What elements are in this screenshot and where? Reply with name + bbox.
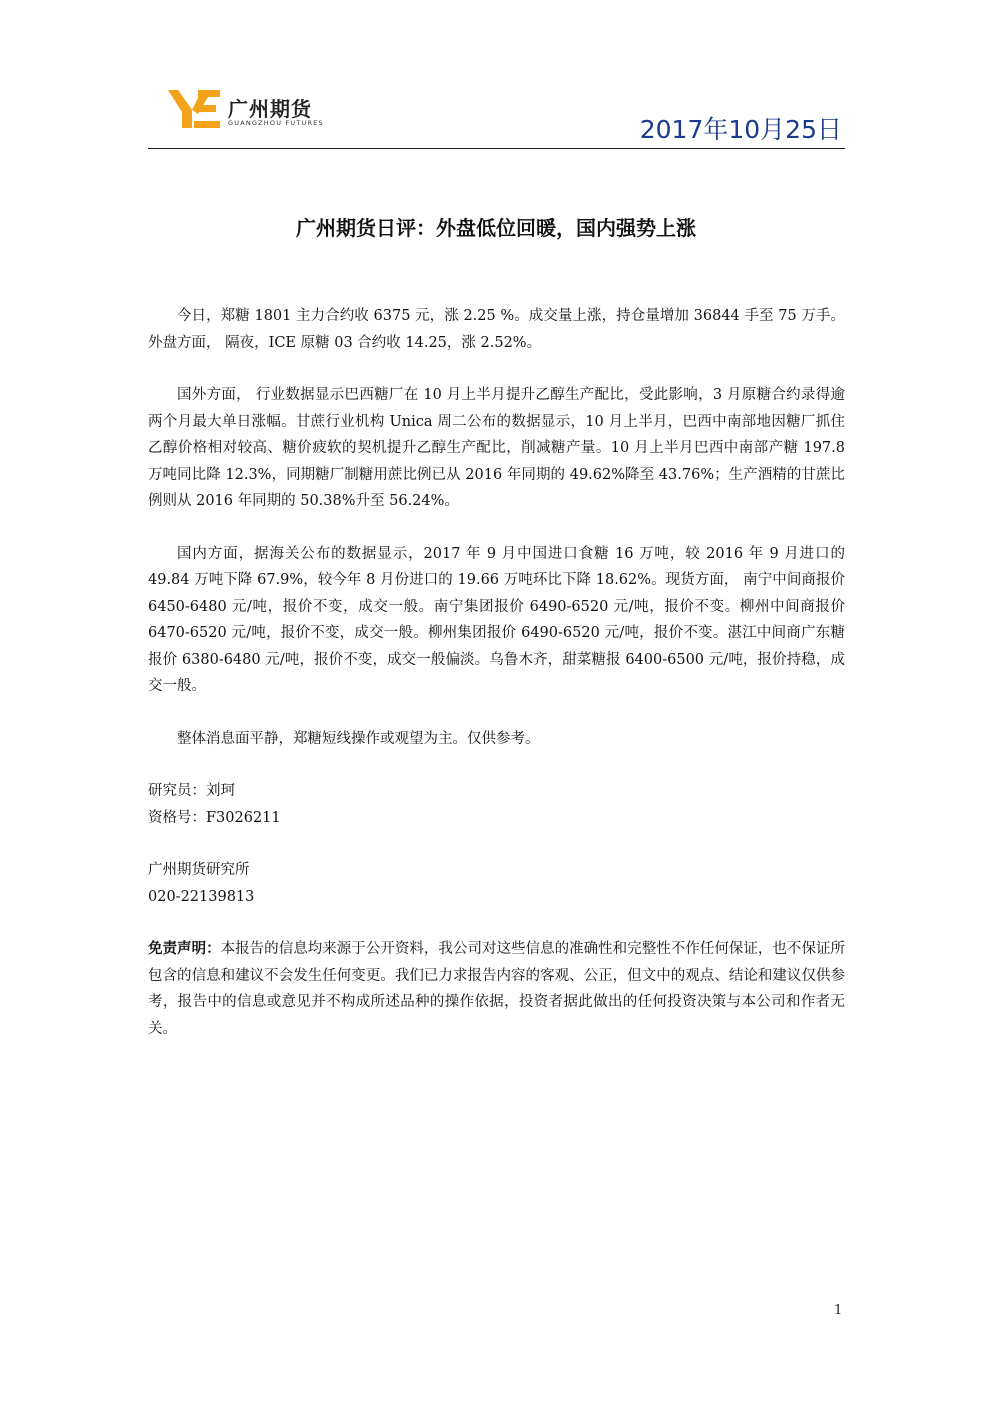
paragraph-futures-summary: 今日，郑糖 1801 主力合约收 6375 元，涨 2.25 %。成交量上涨，持仓量增加 36844 手至 75 万手。外盘方面， 隔夜，ICE 原糖 03 合约收 14.25，涨 2.52%。	[148, 308, 845, 351]
researcher-name: 研究员：刘珂	[148, 783, 235, 799]
page-number: 1	[834, 1303, 843, 1318]
disclaimer	[148, 936, 845, 1042]
paragraph-overseas: 国外方面， 行业数据显示巴西糖厂在 10 月上半月提升乙醇生产配比，受此影响，3 月原糖合约录得逾两个月最大单日涨幅。甘蔗行业机构 Unica 周二公布的数据显示，10 月上半月，巴西中南部地因糖厂抓住乙醇价格相对较高、糖价疲软的契机提升乙醇生产配比，削减糖产量。10 月上半月巴西中南部产糖 197.8 万吨同比降 12.3%，同期糖厂制糖用蔗比例已从 2016 年同期的 49.62%降至 43.76%；生产酒精的甘蔗比例则从 2016 年同期的 50.38%升至 56.24%。	[148, 387, 845, 509]
report-date: 2017年10月25日	[639, 115, 842, 144]
institute-info	[148, 857, 845, 910]
institute-phone: 020-22139813	[148, 888, 255, 905]
institute-name: 广州期货研究所	[148, 862, 250, 878]
report-title: 广州期货日评：外盘低位回暖，国内强势上涨	[296, 216, 696, 240]
logo-english-name: GUANGZHOU FUTURES	[228, 119, 324, 127]
logo-mark-icon	[168, 86, 224, 130]
researcher-cert: 资格号：F3026211	[148, 809, 281, 826]
logo-chinese-name: 广州期货	[228, 97, 312, 121]
page-header	[148, 80, 845, 149]
paragraph-domestic: 国内方面，据海关公布的数据显示，2017 年 9 月中国进口食糖 16 万吨，较 2016 年 9 月进口的 49.84 万吨下降 67.9%，较今年 8 月份进口的 19.66 万吨环比下降 18.62%。现货方面， 南宁中间商报价 6450-6480 元/吨，报价不变，成交一般。南宁集团报价 6490-6520 元/吨，报价不变。柳州中间商报价 6470-6520 元/吨，报价不变，成交一般。柳州集团报价 6490-6520 元/吨，报价不变。湛江中间商广东糖报价 6380-6480 元/吨，报价不变，成交一般偏淡。乌鲁木齐，甜菜糖报 6400-6500 元/吨，报价持稳，成交一般。	[148, 545, 845, 694]
disclaimer-label: 免责声明：	[148, 941, 221, 957]
paragraph-conclusion: 整体消息面平静，郑糖短线操作或观望为主。仅供参考。	[177, 730, 540, 747]
company-logo	[168, 86, 368, 136]
disclaimer-text: 本报告的信息均来源于公开资料，我公司对这些信息的准确性和完整性不作任何保证，也不保证所包含的信息和建议不会发生任何变更。我们已力求报告内容的客观、公正，但文中的观点、结论和建议仅供参考，报告中的信息或意见并不构成所述品种的操作依据，投资者据此做出的任何投资决策与本公司和作者无关。	[148, 941, 845, 1037]
researcher-info	[148, 778, 845, 831]
report-body	[148, 303, 845, 1042]
